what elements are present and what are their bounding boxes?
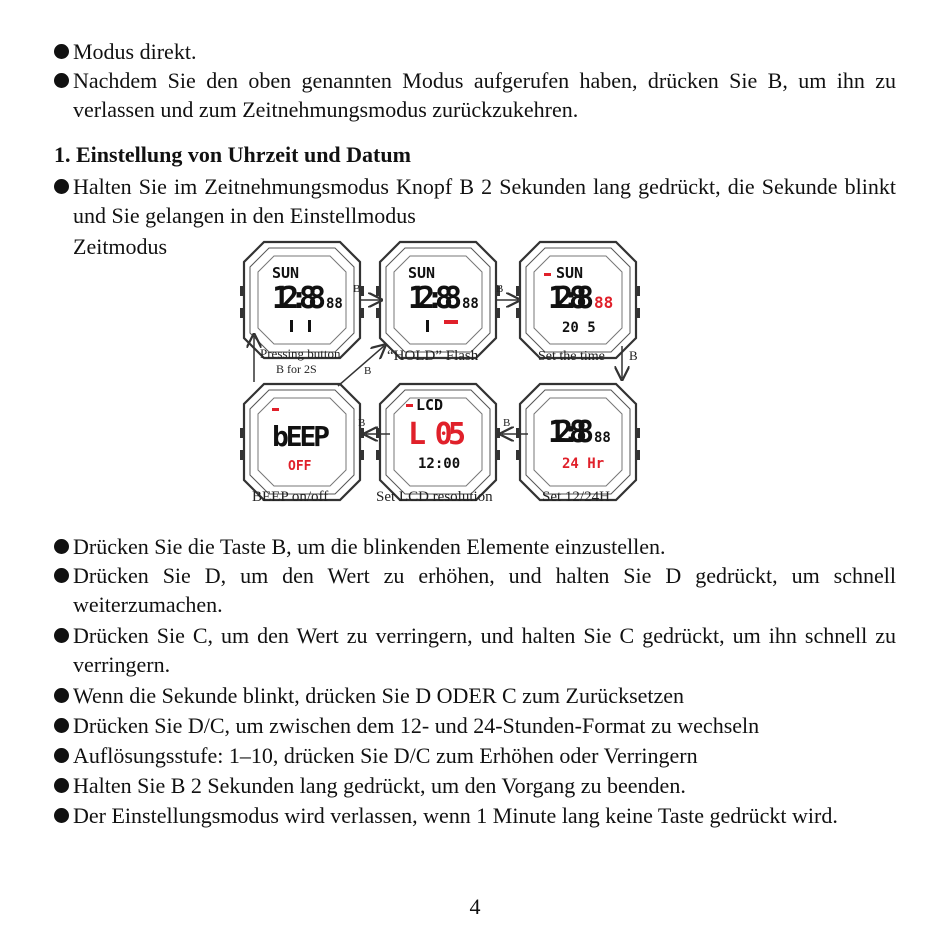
svg-text:B: B	[353, 283, 361, 295]
watch-set-time	[516, 242, 640, 358]
bullet-7: Halten Sie B 2 Sekunden lang gedrückt, um den Vorgang zu beenden.	[54, 771, 896, 800]
watch-beep	[240, 384, 364, 500]
svg-text:12:00: 12:00	[418, 456, 461, 472]
bullet-dot-icon	[54, 718, 69, 733]
pressing-button-label-1: Pressing button	[260, 346, 341, 361]
svg-text:OFF: OFF	[288, 459, 312, 474]
watch-set-1224	[516, 384, 640, 500]
lcd-resolution-label: Set LCD resolution	[376, 489, 493, 505]
svg-text:88: 88	[594, 293, 614, 312]
svg-text:SUN: SUN	[408, 264, 436, 282]
svg-text:LCD: LCD	[416, 396, 444, 414]
bullet-3: Drücken Sie C, um den Wert zu verringern, und halten Sie C gedrückt, um ihn schnell zu verringern.	[54, 621, 896, 679]
svg-text:bEEP: bEEP	[272, 420, 330, 453]
watch-time-mode	[240, 242, 364, 358]
set-1224-label: Set 12/24H	[542, 489, 610, 505]
bullet-5: Drücken Sie D/C, um zwischen dem 12- und 24-Stunden-Format zu wechseln	[54, 711, 896, 740]
bullet-dot-icon	[54, 539, 69, 554]
svg-text:SUN: SUN	[556, 264, 584, 282]
svg-text:L 05: L 05	[408, 417, 466, 452]
bullet-dot-icon	[54, 44, 69, 59]
svg-text:88: 88	[594, 430, 611, 446]
bullet-dot-icon	[54, 808, 69, 823]
pressing-button-label-2: B for 2S	[276, 362, 317, 376]
setting-bullet: Halten Sie im Zeitnehmungsmodus Knopf B 2 Sekunden lang gedrückt, die Sekunde blinkt und Sie gelangen in den Einstellmodus	[54, 172, 896, 230]
intro-bullet-2: Nachdem Sie den oben genannten Modus aufgerufen haben, drücken Sie B, um ihn zu verlassen und zum Zeitnehmungsmodus zurückzukehren.	[54, 66, 896, 124]
svg-text:12:88: 12:88	[548, 281, 594, 316]
svg-text:SUN: SUN	[272, 264, 300, 282]
bullet-dot-icon	[54, 688, 69, 703]
beep-label: BEEP on/off	[252, 489, 329, 505]
svg-text:12:88: 12:88	[272, 281, 326, 316]
watch-hold-flash	[376, 242, 500, 358]
bullet-dot-icon	[54, 778, 69, 793]
svg-text:B: B	[358, 417, 366, 429]
watch-setting-diagram	[232, 236, 652, 511]
section-heading: 1. Einstellung von Uhrzeit und Datum	[54, 142, 411, 167]
bullet-dot-icon	[54, 179, 69, 194]
bullet-6: Auflösungsstufe: 1–10, drücken Sie D/C zum Erhöhen oder Verringern	[54, 741, 896, 770]
svg-text:B: B	[496, 283, 504, 295]
bullet-1: Drücken Sie die Taste B, um die blinkenden Elemente einzustellen.	[54, 532, 896, 561]
svg-text:B: B	[503, 417, 511, 429]
set-time-label: Set the time	[538, 349, 605, 364]
intro-bullet-1: Modus direkt.	[54, 37, 896, 66]
hold-flash-label: “HOLD” Flash	[387, 348, 479, 364]
svg-text:B: B	[629, 348, 638, 363]
zeitmodus-label: Zeitmodus	[73, 234, 168, 259]
bullet-dot-icon	[54, 628, 69, 643]
bullet-8: Der Einstellungsmodus wird verlassen, wenn 1 Minute lang keine Taste gedrückt wird.	[54, 801, 896, 830]
svg-text:12:88: 12:88	[548, 415, 594, 450]
bullet-dot-icon	[54, 568, 69, 583]
svg-text:88: 88	[462, 296, 479, 312]
svg-text:88: 88	[326, 296, 343, 312]
svg-text:12:88: 12:88	[408, 281, 462, 316]
page-number: 4	[469, 894, 481, 919]
bullet-dot-icon	[54, 73, 69, 88]
bullet-2: Drücken Sie D, um den Wert zu erhöhen, und halten Sie D gedrückt, um schnell weiterzumachen.	[54, 561, 896, 619]
svg-text:B: B	[364, 365, 372, 377]
svg-text:20 5: 20 5	[562, 320, 596, 336]
svg-text:24 Hr: 24 Hr	[562, 456, 605, 472]
bullet-dot-icon	[54, 748, 69, 763]
bullet-4: Wenn die Sekunde blinkt, drücken Sie D ODER C zum Zurücksetzen	[54, 681, 896, 710]
watch-lcd-resolution	[376, 384, 500, 500]
